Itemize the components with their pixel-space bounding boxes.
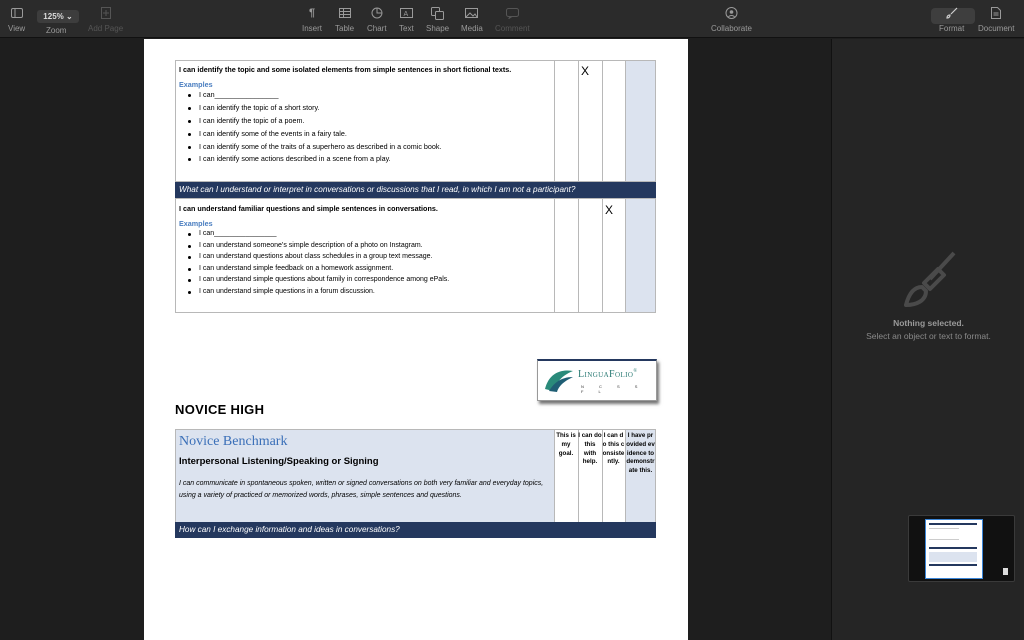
- collaborate-icon: [725, 6, 738, 20]
- chevron-down-icon: ⌄: [66, 12, 73, 21]
- zoom-label: Zoom: [46, 26, 67, 35]
- list-item[interactable]: I can understand questions about class schedules in a group text message.: [179, 251, 449, 263]
- comment-button[interactable]: Comment: [495, 6, 530, 33]
- section-1-examples-list: [179, 89, 442, 166]
- column-divider: [602, 199, 603, 312]
- list-item[interactable]: I can identify some of the events in a fairy tale.: [179, 128, 442, 141]
- header-consistently[interactable]: I can do this consistently.: [602, 432, 625, 466]
- list-item[interactable]: I can identify the topic of a short story.: [179, 102, 442, 115]
- evidence-column: [625, 61, 655, 181]
- document-button[interactable]: Document: [978, 6, 1014, 33]
- page-thumbnail-navigator[interactable]: [908, 515, 1015, 582]
- document-icon: [991, 6, 1001, 20]
- add-page-button[interactable]: Add Page: [88, 6, 123, 33]
- nothing-selected-label: Nothing selected.: [893, 318, 964, 328]
- view-label: View: [8, 24, 26, 33]
- column-divider: [625, 61, 626, 181]
- section-2-title[interactable]: I can understand familiar questions and simple sentences in conversations.: [179, 204, 438, 213]
- zoom-select[interactable]: [37, 10, 79, 23]
- section-1-title[interactable]: I can identify the topic and some isolated elements from simple sentences in short fictional texts.: [179, 65, 512, 74]
- evidence-column: [625, 199, 655, 312]
- linguafolio-leaf-icon: [543, 365, 575, 393]
- zoom-value: 125%: [43, 12, 64, 21]
- list-item[interactable]: I can identify some of the traits of a superhero as described in a comic book.: [179, 141, 442, 154]
- pilcrow-icon: ¶: [308, 7, 316, 19]
- header-with-help[interactable]: I can do this with help.: [578, 432, 602, 466]
- header-goal[interactable]: This is my goal.: [556, 432, 576, 457]
- question-bar-2[interactable]: How can I exchange information and ideas in conversations?: [175, 522, 656, 538]
- column-divider: [554, 199, 555, 312]
- column-divider: [625, 199, 626, 312]
- checkmark-x[interactable]: X: [581, 64, 590, 78]
- chart-icon: [371, 6, 383, 20]
- comment-icon: [506, 6, 519, 20]
- paintbrush-icon: [946, 6, 958, 20]
- linguafolio-logo[interactable]: [537, 359, 657, 401]
- logo-wordmark: LinguaFolio®: [578, 369, 638, 380]
- benchmark-subtitle[interactable]: Interpersonal Listening/Speaking or Signing: [179, 456, 379, 467]
- collaborate-button[interactable]: Collaborate: [711, 6, 752, 33]
- examples-label[interactable]: Examples: [179, 80, 213, 89]
- document-page[interactable]: [144, 39, 688, 640]
- add-page-icon: [101, 6, 111, 20]
- list-item[interactable]: I can________________: [179, 89, 442, 102]
- photo-icon: [465, 6, 478, 20]
- question-bar-1[interactable]: What can I understand or interpret in conversations or discussions that I read, in which I am not a participant?: [175, 182, 656, 198]
- column-divider: [578, 61, 579, 181]
- column-divider: [554, 61, 555, 181]
- document-canvas[interactable]: [0, 39, 831, 640]
- list-item[interactable]: I can________________: [179, 228, 449, 240]
- thumbnail-viewport-frame[interactable]: [925, 519, 983, 579]
- view-button[interactable]: [8, 6, 25, 33]
- examples-label[interactable]: Examples: [179, 219, 213, 228]
- logo-subtitle: N C S S F L: [581, 384, 645, 394]
- table-icon: [339, 6, 351, 20]
- svg-text:A: A: [403, 11, 408, 18]
- format-hint: Select an object or text to format.: [866, 331, 991, 341]
- list-item[interactable]: I can identify some actions described in a scene from a play.: [179, 153, 442, 166]
- column-divider: [578, 199, 579, 312]
- table-button[interactable]: Table: [335, 6, 354, 33]
- sidebar-icon: [11, 6, 23, 20]
- text-box-icon: [400, 6, 413, 20]
- column-divider: [602, 61, 603, 181]
- shape-button[interactable]: Shape: [426, 6, 449, 33]
- list-item[interactable]: I can understand simple questions about family in correspondence among ePals.: [179, 274, 449, 286]
- format-button[interactable]: Format: [939, 6, 964, 33]
- header-evidence[interactable]: I have provided evidence to demonstrate this.: [626, 432, 655, 475]
- level-title[interactable]: NOVICE HIGH: [175, 402, 265, 417]
- paintbrush-icon: [904, 249, 958, 314]
- checkmark-x[interactable]: X: [605, 203, 614, 217]
- chart-button[interactable]: Chart: [367, 6, 387, 33]
- section-2-examples-list: [179, 228, 449, 298]
- media-button[interactable]: Media: [461, 6, 483, 33]
- benchmark-title[interactable]: Novice Benchmark: [179, 434, 288, 449]
- shape-icon: [431, 6, 444, 20]
- list-item[interactable]: I can understand someone’s simple description of a photo on Instagram.: [179, 240, 449, 252]
- insert-button[interactable]: ¶ Insert: [302, 7, 323, 33]
- list-item[interactable]: I can identify the topic of a poem.: [179, 115, 442, 128]
- text-button[interactable]: A Text: [399, 6, 414, 33]
- list-item[interactable]: I can understand simple feedback on a homework assignment.: [179, 263, 449, 275]
- scroll-indicator[interactable]: [1003, 568, 1008, 575]
- list-item[interactable]: I can understand simple questions in a forum discussion.: [179, 286, 449, 298]
- toolbar: [0, 0, 1024, 38]
- benchmark-description[interactable]: I can communicate in spontaneous spoken, written or signed conversations on both very familiar and everyday topics, using a variety of practiced or memorized words, phrases, simple sentences and questions.: [179, 480, 544, 499]
